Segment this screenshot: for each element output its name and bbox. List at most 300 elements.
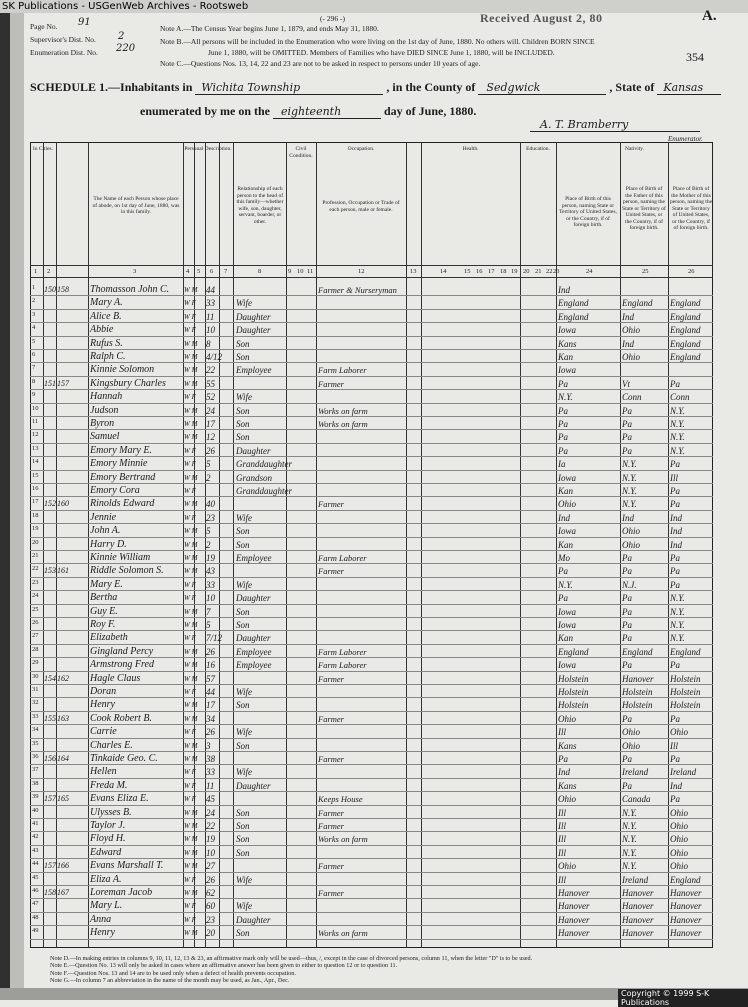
county-field: Sedgwick: [478, 81, 606, 95]
row-f: Pa: [622, 713, 632, 724]
row-name: Ulysses B.: [90, 806, 132, 818]
row-rule: [30, 362, 713, 363]
row-b: Ill: [558, 727, 566, 738]
row-f: Ohio: [622, 325, 640, 336]
state-field: Kansas: [657, 81, 721, 95]
row-m: Ind: [670, 512, 682, 523]
row-rule: [30, 791, 713, 792]
row-s: W M: [184, 420, 198, 428]
row-rule: [30, 336, 713, 337]
row-age: 26: [206, 727, 215, 738]
col-line: [56, 142, 57, 948]
row-f: Pa: [622, 593, 632, 604]
row-age: 7: [206, 606, 211, 617]
row-n: 45: [32, 873, 39, 881]
row-f: N.Y.: [622, 499, 637, 510]
row-occ: Farmer: [318, 566, 344, 577]
row-f: Pa: [622, 754, 632, 764]
row-rule: [30, 778, 713, 779]
row-f: Ind: [622, 512, 634, 523]
row-n: 43: [32, 846, 39, 854]
row-s: W M: [184, 554, 198, 562]
row-s: W F: [184, 728, 196, 737]
row-b: Hanover: [558, 888, 590, 898]
row-name: Armstrong Fred: [90, 659, 154, 671]
row-rel: Daughter: [236, 633, 271, 644]
row-f: N.Y.: [622, 861, 637, 872]
row-f: N.Y.: [622, 459, 637, 470]
row-dw: 158: [44, 888, 56, 897]
row-occ: Farmer: [318, 499, 344, 510]
row-name: Thomasson John C.: [90, 284, 170, 295]
enumerated-line: [140, 104, 476, 119]
row-n: 10: [32, 404, 39, 412]
row-rule: [30, 644, 713, 645]
row-name: Kinnie William: [90, 552, 151, 563]
row-b: England: [558, 311, 589, 322]
row-s: W M: [184, 835, 198, 844]
row-name: Emory Minnie: [90, 458, 148, 470]
relation-col-header: Relationship of each person to the head of this family—whether wife, son, daughter, servant, boarder, or other.: [236, 186, 284, 225]
row-rule: [30, 604, 713, 605]
row-name: Emory Bertrand: [90, 471, 156, 483]
row-name: Carrie: [90, 726, 117, 738]
row-n: 22: [32, 565, 39, 573]
row-s: W M: [184, 661, 198, 670]
col-number: 19: [511, 268, 518, 275]
row-age: 8: [206, 338, 211, 349]
row-s: W M: [184, 848, 198, 857]
row-b: Pa: [558, 754, 568, 764]
row-occ: Works on farm: [318, 405, 368, 416]
row-m: Pa: [670, 660, 680, 671]
row-f: Hanover: [622, 914, 654, 925]
row-fam: 158: [57, 285, 69, 294]
row-m: Ind: [670, 780, 682, 791]
row-occ: Farmer: [318, 673, 344, 684]
row-m: Hanover: [670, 901, 702, 912]
col-line: [421, 142, 422, 948]
row-occ: Farm Laborer: [318, 660, 367, 671]
row-s: W M: [184, 366, 198, 375]
row-rel: Wife: [236, 901, 252, 912]
row-occ: Keeps House: [318, 794, 363, 805]
scan-edge: [0, 13, 10, 1000]
row-s: W M: [184, 433, 198, 442]
row-s: W M: [184, 714, 198, 723]
row-f: N.J.: [622, 579, 637, 590]
row-n: 4: [32, 324, 36, 332]
row-rule: [30, 697, 713, 698]
row-m: Pa: [670, 459, 680, 470]
row-m: England: [670, 298, 701, 309]
row-n: 15: [32, 471, 39, 479]
row-n: 42: [32, 833, 39, 841]
row-m: Hanover: [670, 928, 702, 939]
row-b: Mo: [558, 553, 570, 563]
row-n: 2: [32, 297, 36, 305]
row-age: 4/12: [206, 352, 223, 362]
row-rule: [30, 831, 713, 832]
row-rule: [30, 349, 713, 350]
row-m: England: [670, 646, 701, 657]
row-rule: [30, 912, 713, 913]
row-s: W M: [184, 353, 198, 361]
row-b: Kan: [558, 352, 574, 362]
of-june-label: day of June, 1880.: [383, 104, 477, 118]
nativity-header: Nativity.: [624, 146, 645, 152]
row-s: W F: [184, 594, 196, 603]
row-rel: Grandson: [236, 472, 273, 483]
row-n: 23: [32, 578, 39, 586]
row-s: W M: [184, 286, 198, 294]
row-occ: Works on farm: [318, 834, 368, 845]
row-age: 19: [206, 553, 215, 563]
day-field: eighteenth: [273, 105, 381, 119]
row-n: 27: [32, 632, 39, 640]
row-rel: Daughter: [236, 325, 271, 336]
row-m: England: [670, 338, 701, 349]
row-age: 33: [206, 767, 215, 778]
row-age: 40: [206, 499, 215, 510]
row-rule: [30, 939, 713, 940]
row-f: N.Y.: [622, 834, 637, 845]
row-rel: Employee: [236, 553, 272, 563]
row-n: 17: [32, 498, 39, 506]
row-occ: Farmer & Nurseryman: [318, 285, 397, 295]
row-age: 44: [206, 285, 215, 295]
row-n: 11: [32, 418, 39, 425]
row-f: Hanover: [622, 888, 654, 898]
row-n: 40: [32, 806, 39, 814]
row-b: Iowa: [558, 620, 576, 630]
schedule-title: [30, 80, 721, 95]
row-age: 62: [206, 888, 215, 898]
row-b: Pa: [558, 593, 568, 604]
col-line: [668, 142, 669, 948]
row-rel: Son: [236, 834, 250, 845]
col-number: 24: [586, 268, 593, 275]
row-n: 24: [32, 592, 39, 600]
row-b: Ind: [558, 285, 570, 295]
row-m: Ohio: [670, 807, 688, 818]
row-m: England: [670, 311, 701, 322]
note-d: Note D.—In making entries in columns 9, 10, 11, 12, 13 & 23, an affirmative mark only will be used—thus, /, except in the case of divorced persons, column 11, when the letter "D" is to be used.: [50, 955, 533, 962]
row-name: Mary L.: [90, 900, 123, 912]
row-b: Pa: [558, 378, 568, 389]
row-name: Doran: [90, 686, 117, 697]
row-age: 23: [206, 914, 215, 925]
row-rel: Son: [236, 821, 250, 831]
row-rel: Daughter: [236, 914, 271, 925]
row-s: W F: [184, 875, 196, 884]
col-number: 23: [553, 268, 560, 275]
row-b: Iowa: [558, 472, 576, 483]
row-f: Ohio: [622, 727, 640, 738]
row-m: Ohio: [670, 727, 688, 738]
row-dw: 157: [44, 861, 56, 871]
row-b: Ill: [558, 807, 566, 818]
row-name: Rinolds Edward: [90, 498, 155, 510]
page-mark: (- 296 -): [320, 14, 345, 23]
received-stamp: Received August 2, 80: [480, 11, 603, 25]
row-m: Ireland: [670, 767, 697, 778]
row-n: 20: [32, 538, 39, 546]
row-rel: Son: [236, 807, 250, 818]
row-s: W F: [184, 446, 196, 455]
row-f: N.Y.: [622, 472, 637, 483]
row-age: 33: [206, 298, 215, 309]
row-s: W M: [184, 674, 198, 683]
col-number: 11: [307, 268, 314, 275]
census-table: [30, 142, 713, 948]
row-occ: Farmer: [318, 378, 344, 389]
row-s: W M: [184, 567, 198, 576]
row-s: W M: [184, 621, 198, 629]
row-b: Ohio: [558, 713, 576, 724]
row-name: Abbie: [90, 324, 114, 336]
row-b: Iowa: [558, 526, 576, 537]
col-number: 1: [34, 268, 38, 275]
row-fam: 157: [57, 378, 69, 388]
row-name: Riddle Solomon S.: [90, 565, 164, 577]
row-rel: Son: [236, 432, 250, 443]
row-name: Eliza A.: [90, 873, 122, 885]
row-rule: [30, 738, 713, 739]
row-s: W F: [184, 513, 196, 522]
row-n: 12: [32, 431, 39, 439]
footer-notes: [50, 955, 700, 985]
row-name: Charles E.: [90, 739, 133, 751]
row-rel: Son: [236, 352, 250, 362]
browser-title-bar: SK Publications - USGenWeb Archives - Rootsweb: [0, 0, 748, 13]
header-divider: [30, 265, 713, 266]
row-m: Ohio: [670, 847, 688, 858]
enumerator-label: Enumerator.: [668, 135, 703, 143]
scan-shadow: [10, 13, 24, 1000]
row-age: 60: [206, 901, 215, 912]
row-rule: [30, 537, 713, 538]
corner-letter: A.: [702, 8, 717, 24]
row-n: 49: [32, 927, 39, 935]
township-field: Wichita Township: [195, 81, 383, 95]
row-b: Pa: [558, 432, 568, 443]
col-line: [43, 142, 44, 948]
row-m: N.Y.: [670, 593, 685, 604]
row-m: Ind: [670, 526, 682, 537]
row-rule: [30, 617, 713, 618]
row-rel: Son: [236, 539, 250, 550]
col-number: 25: [642, 268, 649, 275]
row-f: Ohio: [622, 539, 640, 550]
col-line: [620, 142, 621, 948]
row-dw: 156: [44, 754, 56, 763]
page-no-label: Page No.: [30, 22, 58, 31]
row-s: W M: [184, 647, 198, 656]
row-age: 10: [206, 847, 215, 858]
row-n: 47: [32, 900, 39, 908]
enumerator-signature: A. T. Bramberry: [530, 118, 700, 132]
row-s: W M: [184, 540, 198, 549]
row-age: 2: [206, 472, 211, 483]
row-n: 19: [32, 525, 39, 533]
row-m: Pa: [670, 378, 680, 389]
row-n: 36: [32, 753, 39, 760]
row-age: 26: [206, 874, 215, 885]
row-b: Ill: [558, 821, 566, 831]
row-rel: Wife: [236, 512, 252, 523]
sup-dist-label: Supervisor's Dist. No.: [30, 35, 96, 44]
row-rel: Son: [236, 526, 250, 537]
row-b: Pa: [558, 405, 568, 416]
row-f: Conn: [622, 392, 642, 403]
row-age: 22: [206, 365, 215, 376]
row-m: Conn: [670, 392, 690, 403]
row-m: Holstein: [670, 673, 701, 684]
row-s: W F: [184, 487, 196, 495]
row-name: Floyd H.: [90, 833, 126, 845]
row-f: Hanover: [622, 673, 654, 684]
row-f: Pa: [622, 405, 632, 416]
row-name: Kingsbury Charles: [90, 377, 166, 389]
row-age: 17: [206, 700, 215, 711]
row-n: 7: [32, 364, 36, 372]
row-f: Pa: [622, 419, 632, 429]
health-header: Health.: [462, 146, 479, 152]
row-rel: Son: [236, 928, 250, 939]
row-rule: [30, 443, 713, 444]
col-number: 14: [440, 268, 447, 275]
row-rel: Daughter: [236, 311, 271, 322]
row-rel: Wife: [236, 579, 252, 590]
row-name: Tinkaide Geo. C.: [90, 753, 158, 764]
row-s: W M: [184, 379, 198, 388]
row-name: Freda M.: [90, 779, 128, 791]
note-c: Note C.—Questions Nos. 13, 14, 22 and 23 are not to be asked in respect to persons under 10 years of age.: [160, 59, 481, 68]
row-age: 7/12: [206, 633, 223, 644]
row-rel: Wife: [236, 767, 252, 778]
row-fam: 165: [57, 794, 69, 804]
row-s: W F: [184, 688, 196, 696]
row-f: Pa: [622, 620, 632, 630]
row-m: N.Y.: [670, 620, 685, 630]
row-s: W F: [184, 460, 196, 469]
col-number: 18: [500, 268, 507, 275]
row-rel: Wife: [236, 874, 252, 885]
row-name: Gingland Percy: [90, 645, 154, 657]
row-b: Kan: [558, 633, 574, 644]
row-m: N.Y.: [670, 419, 685, 429]
note-f: Note F.—Question Nos. 13 and 14 are to be used only when a defect of health prevents occupation.: [50, 969, 296, 977]
row-rule: [30, 322, 713, 323]
row-age: 24: [206, 405, 215, 416]
row-b: Ia: [558, 459, 566, 470]
row-n: 44: [32, 860, 39, 868]
row-age: 5: [206, 526, 211, 537]
row-rel: Granddaughter: [236, 486, 292, 496]
row-occ: Works on farm: [318, 419, 368, 429]
row-n: 39: [32, 793, 39, 801]
row-f: Holstein: [622, 700, 653, 711]
note-b2: June 1, 1880, will be OMITTED. Members of Families who have DIED SINCE June 1, 1880, will be INCLUDED.: [208, 48, 555, 57]
row-rel: Son: [236, 338, 250, 349]
row-name: Harry D.: [90, 538, 127, 550]
row-s: W F: [184, 326, 196, 335]
row-occ: Farmer: [318, 821, 344, 831]
row-name: Elizabeth: [90, 632, 128, 644]
row-n: 30: [32, 672, 39, 680]
row-rel: Son: [236, 847, 250, 858]
row-age: 22: [206, 821, 215, 831]
row-b: Kan: [558, 539, 574, 550]
row-age: 26: [206, 445, 215, 456]
row-s: W M: [184, 339, 198, 348]
row-f: N.Y.: [622, 847, 637, 858]
col-line: [88, 142, 89, 948]
row-m: England: [670, 352, 701, 362]
row-rel: Wife: [236, 298, 252, 309]
row-m: Ohio: [670, 834, 688, 845]
row-name: Evans Eliza E.: [90, 793, 149, 805]
row-fam: 167: [57, 888, 69, 897]
row-n: 46: [32, 887, 39, 894]
row-s: W F: [184, 902, 196, 911]
row-s: W M: [184, 862, 198, 871]
row-n: 48: [32, 913, 39, 921]
row-n: 38: [32, 779, 39, 787]
row-occ: Farm Laborer: [318, 646, 367, 657]
row-name: Jennie: [90, 511, 117, 523]
col-number: 7: [224, 268, 228, 275]
education-header: Education.: [526, 146, 550, 152]
note-a: Note A.—The Census Year begins June 1, 1879, and ends May 31, 1880.: [160, 24, 379, 33]
row-m: N.Y.: [670, 432, 685, 443]
row-age: 2: [206, 539, 211, 550]
col-number: 12: [358, 268, 365, 275]
row-s: W M: [184, 607, 198, 616]
row-occ: Farmer: [318, 888, 344, 898]
row-n: 1: [32, 284, 36, 291]
row-fam: 164: [57, 754, 69, 763]
row-b: Holstein: [558, 700, 589, 711]
row-s: W F: [184, 634, 196, 643]
stamp-number: 354: [686, 50, 704, 64]
row-b: N.Y.: [558, 579, 573, 590]
row-name: Anna: [90, 913, 112, 925]
col-number: 21: [535, 268, 542, 275]
row-b: Ohio: [558, 794, 576, 805]
row-b: England: [558, 646, 589, 657]
col-number: 5: [197, 268, 201, 275]
row-m: Pa: [670, 566, 680, 577]
row-f: Pa: [622, 633, 632, 644]
row-rule: [30, 630, 713, 631]
row-age: 3: [206, 740, 211, 751]
row-age: 26: [206, 646, 215, 657]
row-occ: Farm Laborer: [318, 553, 367, 563]
row-f: Ohio: [622, 526, 640, 537]
row-s: W F: [184, 299, 196, 308]
row-f: England: [622, 298, 653, 309]
col-line: [406, 142, 407, 948]
row-occ: Farmer: [318, 754, 344, 764]
row-age: 33: [206, 579, 215, 590]
row-m: Ill: [670, 740, 678, 751]
row-rule: [30, 416, 713, 417]
row-dw: 157: [44, 794, 56, 804]
row-name: Rufus S.: [90, 337, 123, 349]
row-f: Ohio: [622, 352, 640, 362]
